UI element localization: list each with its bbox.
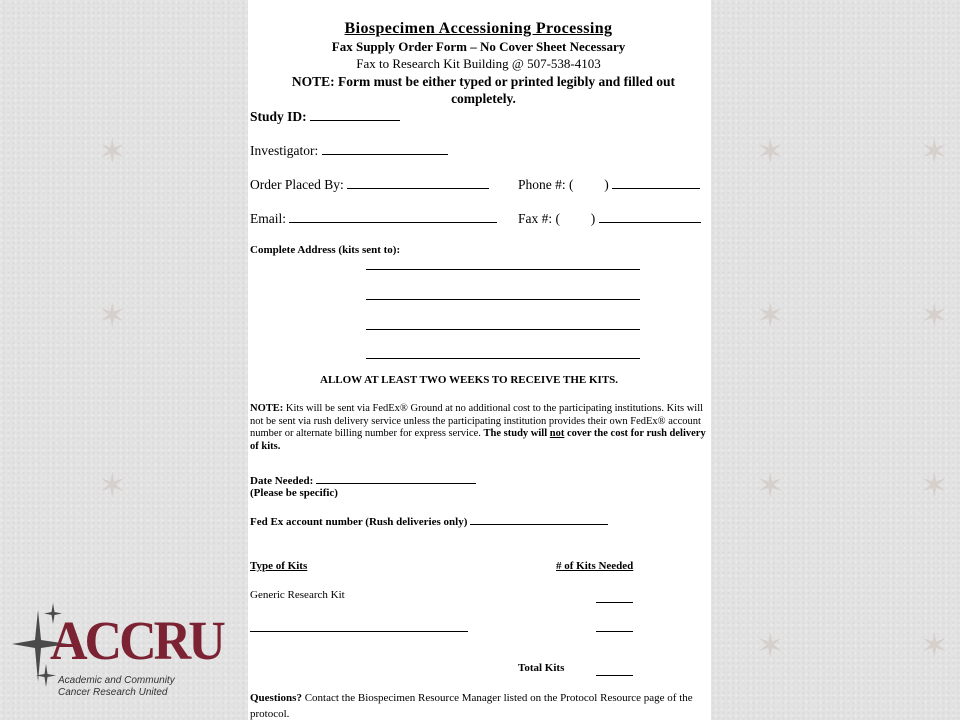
phone-paren-close: ) (604, 177, 609, 192)
address-line-3[interactable] (366, 329, 640, 330)
investigator-label: Investigator: (250, 143, 319, 158)
investigator-field[interactable] (322, 142, 448, 155)
accru-logo-line2: Cancer Research United (58, 687, 168, 698)
study-id-field[interactable] (310, 108, 400, 121)
bg-star-icon: ✶ (920, 134, 949, 171)
phone-number-field[interactable] (612, 176, 700, 189)
address-line-4[interactable] (366, 358, 640, 359)
bg-star-icon: ✶ (98, 468, 127, 505)
order-placed-by-label: Order Placed By: (250, 177, 344, 192)
other-kit-type-field[interactable] (250, 631, 468, 632)
total-kits-field[interactable] (596, 675, 633, 676)
bg-star-icon: ✶ (756, 298, 785, 335)
num-kits-header: # of Kits Needed (556, 560, 634, 572)
type-of-kits-header: Type of Kits (250, 560, 308, 572)
shipping-note-bold-b: cover the cost for rush delivery of kits. (250, 428, 706, 452)
bg-star-icon: ✶ (920, 298, 949, 335)
fedex-account-field[interactable] (470, 514, 608, 525)
shipping-note-bold-not: not (549, 428, 565, 439)
fax-label: Fax #: ( (518, 211, 560, 226)
generic-kit-quantity-field[interactable] (596, 602, 633, 603)
bg-star-icon: ✶ (98, 134, 127, 171)
shipping-note-bold-a: The study will (483, 428, 548, 439)
date-needed-field[interactable] (316, 473, 476, 484)
form-page (248, 0, 711, 720)
bg-star-icon: ✶ (98, 298, 127, 335)
bg-star-icon: ✶ (756, 134, 785, 171)
phone-row (518, 176, 700, 193)
form-subtitle: Fax Supply Order Form – No Cover Sheet Necessary (331, 39, 626, 54)
fax-paren-close: ) (590, 211, 596, 226)
order-placed-by-row (250, 176, 489, 193)
address-line-1[interactable] (366, 269, 640, 270)
shipping-note-label: NOTE: (250, 403, 284, 414)
fax-number-field[interactable] (599, 210, 701, 223)
bg-star-icon: ✶ (920, 628, 949, 665)
form-title: Biospecimen Accessioning Processing (344, 20, 613, 37)
accru-logo-line1: Academic and Community (58, 675, 175, 686)
bg-star-icon: ✶ (920, 468, 949, 505)
phone-label: Phone #: ( (518, 177, 574, 192)
other-kit-quantity-field[interactable] (596, 631, 633, 632)
email-field[interactable] (289, 210, 497, 223)
study-id-label: Study ID: (250, 109, 307, 124)
generic-kit-label: Generic Research Kit (250, 589, 345, 601)
investigator-row (250, 142, 448, 159)
order-placed-by-field[interactable] (347, 176, 489, 189)
address-label: Complete Address (kits sent to): (250, 244, 401, 256)
top-note: NOTE: Form must be either typed or printed legibly and filled out completely. (291, 74, 676, 106)
accru-logo-name: ACCRU (50, 611, 223, 672)
date-needed-label: Date Needed: (250, 475, 314, 487)
fax-row (518, 210, 701, 227)
allow-two-weeks-notice: ALLOW AT LEAST TWO WEEKS TO RECEIVE THE KITS. (320, 374, 619, 386)
fedex-account-label: Fed Ex account number (Rush deliveries only) (250, 516, 468, 528)
bg-star-icon: ✶ (756, 468, 785, 505)
address-line-2[interactable] (366, 299, 640, 300)
study-id-row (250, 108, 400, 125)
date-needed-row (250, 473, 476, 487)
questions-label: Questions? (250, 692, 302, 704)
shipping-note-body: Kits will be sent via FedEx® Ground at no additional cost to the participating institutions. Kits will not be sent via rush delivery service unless the participating institution provides their own FedEx® account number or alternate billing number for express service. (250, 403, 704, 439)
email-label: Email: (250, 211, 286, 226)
questions-body: Contact the Biospecimen Resource Manager listed on the Protocol Resource page of the protocol. (250, 692, 693, 720)
fedex-account-row (250, 514, 608, 528)
bg-star-icon: ✶ (756, 628, 785, 665)
email-row (250, 210, 497, 227)
please-be-specific: (Please be specific) (250, 487, 338, 499)
total-kits-label: Total Kits (518, 662, 565, 674)
shipping-note (250, 403, 707, 453)
fax-instruction: Fax to Research Kit Building @ 507-538-4103 (356, 56, 601, 71)
questions-text (250, 690, 707, 720)
